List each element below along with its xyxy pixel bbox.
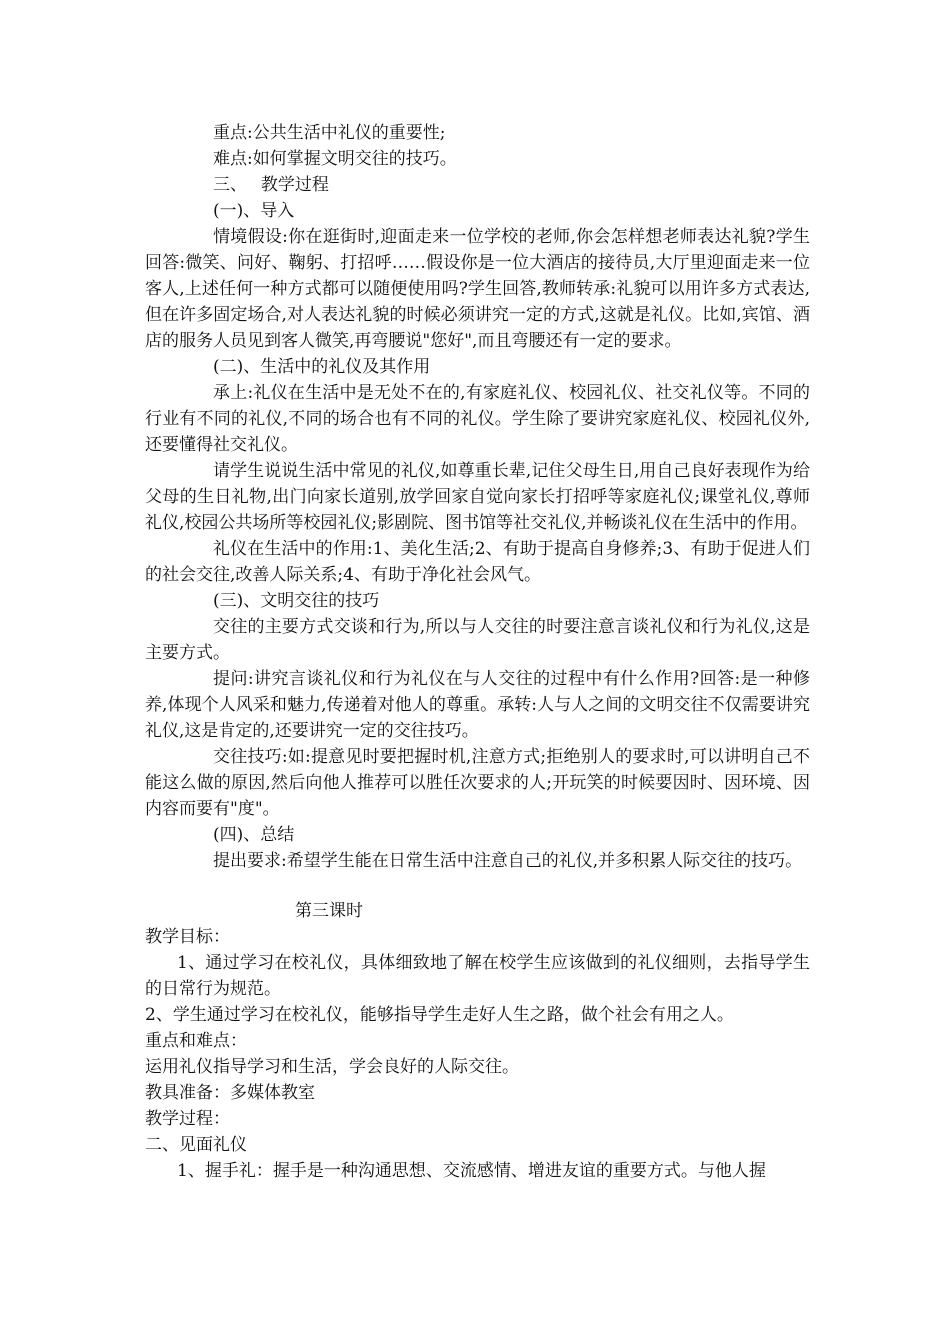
paragraph-scenario: 情境假设:你在逛街时,迎面走来一位学校的老师,你会怎样想老师表达礼貌?学生回答:微笑、问好、鞠躬、打招呼……假设你是一位大酒店的接待员,大厅里迎面走来一位客人,上述任何一种方式都可以随便使用吗?学生回答,教师转承:礼貌可以用许多方式表达,但在许多固定场合,对人表达礼貌的时候必须讲究一定的方式,这就是礼仪。比如,宾馆、酒店的服务人员见到客人微笑,再弯腰说"您好",而且弯腰还有一定的要求。 [145,227,810,351]
subheading-etiquette-in-life: (二)、生活中的礼仪及其作用 [213,357,431,377]
difficult-point: 难点:如何掌握文明交往的技巧。 [213,149,457,169]
key-difficult-text: 运用礼仪指导学习和生活，学会良好的人际交往。 [145,1057,519,1077]
paragraph-transition: 承上:礼仪在生活中是无处不在的,有家庭礼仪、校园礼仪、社交礼仪等。不同的行业有不同的礼仪,不同的场合也有不同的礼仪。学生除了要讲究家庭礼仪、校园礼仪外,还要懂得社交礼仪。 [145,383,810,455]
paragraph-functions: 礼仪在生活中的作用:1、美化生活;2、有助于提高自身修养;3、有助于促进人们的社会交往,改善人际关系;4、有助于净化社会风气。 [145,539,810,585]
teaching-aids: 教具准备：多媒体教室 [145,1083,315,1103]
key-difficult-heading: 重点和难点： [145,1031,247,1051]
paragraph-question: 提问:讲究言谈礼仪和行为礼仪在与人交往的过程中有什么作用?回答:是一种修养,体现个人风采和魅力,传递着对他人的尊重。承转:人与人之间的文明交往不仅需要讲究礼仪,这是肯定的,还要讲究一定的交往技巧。 [145,669,810,741]
paragraph-handshake: 1、握手礼：握手是一种沟通思想、交流感情、增进友谊的重要方式。与他人握 [177,1161,766,1181]
objective-2: 2、学生通过学习在校礼仪，能够指导学生走好人生之路，做个社会有用之人。 [145,1005,734,1025]
subheading-summary: (四)、总结 [213,825,295,845]
paragraph-examples: 请学生说说生活中常见的礼仪,如尊重长辈,记住父母生日,用自己良好表现作为给父母的生日礼物,出门向家长道别,放学回家自觉向家长打招呼等家庭礼仪;课堂礼仪,尊师礼仪,校园公共场所等校园礼仪;影剧院、图书馆等社交礼仪,并畅谈礼仪在生活中的作用。 [145,461,810,533]
key-point: 重点:公共生活中礼仪的重要性; [213,123,446,143]
teaching-process-heading: 教学过程： [145,1109,230,1129]
paragraph-skills: 交往技巧:如:提意见时要把握时机,注意方式;拒绝别人的要求时,可以讲明自己不能这么做的原因,然后向他人推荐可以胜任次要求的人;开玩笑的时候要因时、因环境、因内容而要有"度"。 [145,747,810,819]
objectives-heading: 教学目标： [145,927,230,947]
document-body [145,120,810,1184]
paragraph-main-ways: 交往的主要方式交谈和行为,所以与人交往的时要注意言谈礼仪和行为礼仪,这是主要方式。 [145,617,810,663]
lesson-title: 第三课时 [295,901,363,921]
objective-1: 1、通过学习在校礼仪，具体细致地了解在校学生应该做到的礼仪细则，去指导学生的日常行为规范。 [145,953,810,999]
section-heading-teaching-process: 三、 教学过程 [213,175,329,195]
subheading-communication-skills: (三)、文明交往的技巧 [213,591,380,611]
subheading-intro: (一)、导入 [213,201,295,221]
paragraph-requirements: 提出要求:希望学生能在日常生活中注意自己的礼仪,并多积累人际交往的技巧。 [213,851,803,871]
section-greeting-etiquette: 二、见面礼仪 [145,1135,247,1155]
